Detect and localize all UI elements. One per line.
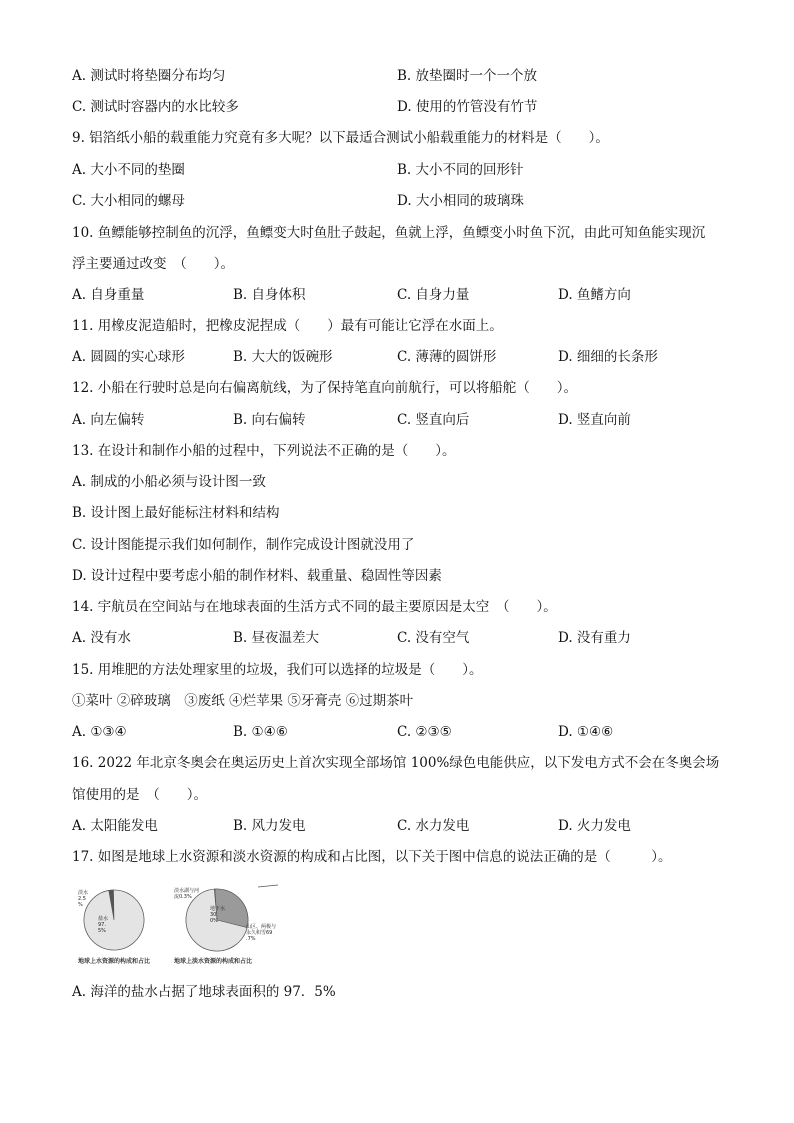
question-11-stem: 11. 用橡皮泥造船时，把橡皮泥捏成（ ）最有可能让它浮在水面上。	[72, 318, 503, 334]
prev-option-a: A. 测试时将垫圈分布均匀	[72, 68, 226, 84]
q16-option-b: B. 风力发电	[233, 818, 306, 834]
pie2-label-ice-snow: 山区、两极与永久积雪69 .7%	[246, 924, 277, 942]
q10-option-b: B. 自身体积	[233, 287, 306, 303]
q14-option-c: C. 没有空气	[397, 630, 470, 646]
q11-option-b: B. 大大的饭碗形	[233, 349, 333, 365]
q10-option-a: A. 自身重量	[72, 287, 145, 303]
q16-option-d: D. 火力发电	[558, 818, 631, 834]
q13-option-b: B. 设计图上最好能标注材料和结构	[72, 505, 280, 521]
question-16-stem-line2: 馆使用的是 （ ）。	[72, 787, 207, 803]
prev-option-b: B. 放垫圈时一个一个放	[397, 68, 538, 84]
q9-option-c: C. 大小相同的螺母	[72, 193, 185, 209]
pie1-title: 地球上水资源的构成和占比	[78, 958, 151, 965]
q9-option-a: A. 大小不同的垫圈	[72, 162, 185, 178]
q14-option-b: B. 昼夜温差大	[233, 630, 320, 646]
pie-chart-water	[84, 890, 144, 950]
q11-option-c: C. 薄薄的圆饼形	[397, 349, 497, 365]
q9-option-d: D. 大小相同的玻璃珠	[397, 193, 524, 209]
prev-option-d: D. 使用的竹管没有竹节	[397, 99, 538, 115]
question-15-stem: 15. 用堆肥的方法处理家里的垃圾，我们可以选择的垃圾是（ ）。	[72, 662, 483, 678]
q15-option-b: B. ①④⑥	[233, 724, 288, 740]
q14-option-d: D. 没有重力	[558, 630, 631, 646]
question-9-stem: 9. 铝箔纸小船的载重能力究竟有多大呢？以下最适合测试小船载重能力的材料是（ ）。	[72, 130, 609, 146]
question-13-stem: 13. 在设计和制作小船的过程中，下列说法不正确的是（ ）。	[72, 443, 456, 459]
q12-option-a: A. 向左偏转	[72, 412, 145, 428]
q14-option-a: A. 没有水	[72, 630, 131, 646]
pie2-label-groundwater: 地下水 30. 0%	[210, 906, 226, 924]
q13-option-a: A. 制成的小船必须与设计图一致	[72, 474, 266, 490]
figure-mark	[258, 885, 278, 887]
q16-option-a: A. 太阳能发电	[72, 818, 158, 834]
q9-option-b: B. 大小不同的回形针	[397, 162, 524, 178]
question-17-stem: 17. 如图是地球上水资源和淡水资源的构成和占比图，以下关于图中信息的说法正确的是（ ）。	[72, 849, 672, 865]
question-15-items: ①菜叶 ②碎玻璃 ③废纸 ④烂苹果 ⑤牙膏壳 ⑥过期茶叶	[72, 693, 414, 709]
question-10-stem-line1: 10. 鱼鳔能够控制鱼的沉浮，鱼鳔变大时鱼肚子鼓起，鱼就上浮，鱼鳔变小时鱼下沉，由此可知鱼能实现沉	[72, 225, 706, 241]
q15-option-a: A. ①③④	[72, 724, 127, 740]
question-14-stem: 14. 宇航员在空间站与在地球表面的生活方式不同的最主要原因是太空 （ ）。	[72, 599, 557, 615]
q10-option-c: C. 自身力量	[397, 287, 470, 303]
pie1-label-saltwater: 盐水 97. 5%	[98, 916, 110, 934]
pie1-group-slice-1	[84, 890, 144, 950]
q12-option-c: C. 竖直向后	[397, 412, 470, 428]
question-12-stem: 12. 小船在行驶时总是向右偏离航线，为了保持笔直向前航行，可以将船舵（ ）。	[72, 380, 578, 396]
q10-option-d: D. 鱼鳍方向	[558, 287, 631, 303]
water-resources-figure	[70, 880, 290, 972]
pie2-label-lakes-rivers: 淡水湖与河流0.3%	[174, 888, 200, 900]
q12-option-d: D. 竖直向前	[558, 412, 631, 428]
q15-option-d: D. ①④⑥	[558, 724, 614, 740]
q13-option-c: C. 设计图能提示我们如何制作，制作完成设计图就没用了	[72, 537, 415, 553]
q13-option-d: D. 设计过程中要考虑小船的制作材料、载重量、稳固性等因素	[72, 568, 442, 584]
question-16-stem-line1: 16. 2022 年北京冬奥会在奥运历史上首次实现全部场馆 100%绿色电能供应，以下发电方式不会在冬奥会场	[72, 755, 720, 771]
q16-option-c: C. 水力发电	[397, 818, 470, 834]
q11-option-a: A. 圆圆的实心球形	[72, 349, 185, 365]
pie2-title: 地球上淡水资源的构成和占比	[174, 958, 253, 965]
q17-option-a: A. 海洋的盐水占据了地球表面积的 97．5%	[72, 984, 336, 1000]
q11-option-d: D. 细细的长条形	[558, 349, 658, 365]
question-10-stem-line2: 浮主要通过改变 （ ）。	[72, 256, 234, 272]
prev-option-c: C. 测试时容器内的水比较多	[72, 99, 239, 115]
q15-option-c: C. ②③⑤	[397, 724, 452, 740]
pie1-label-freshwater: 淡水 2.5 %	[78, 890, 90, 908]
q12-option-b: B. 向右偏转	[233, 412, 306, 428]
